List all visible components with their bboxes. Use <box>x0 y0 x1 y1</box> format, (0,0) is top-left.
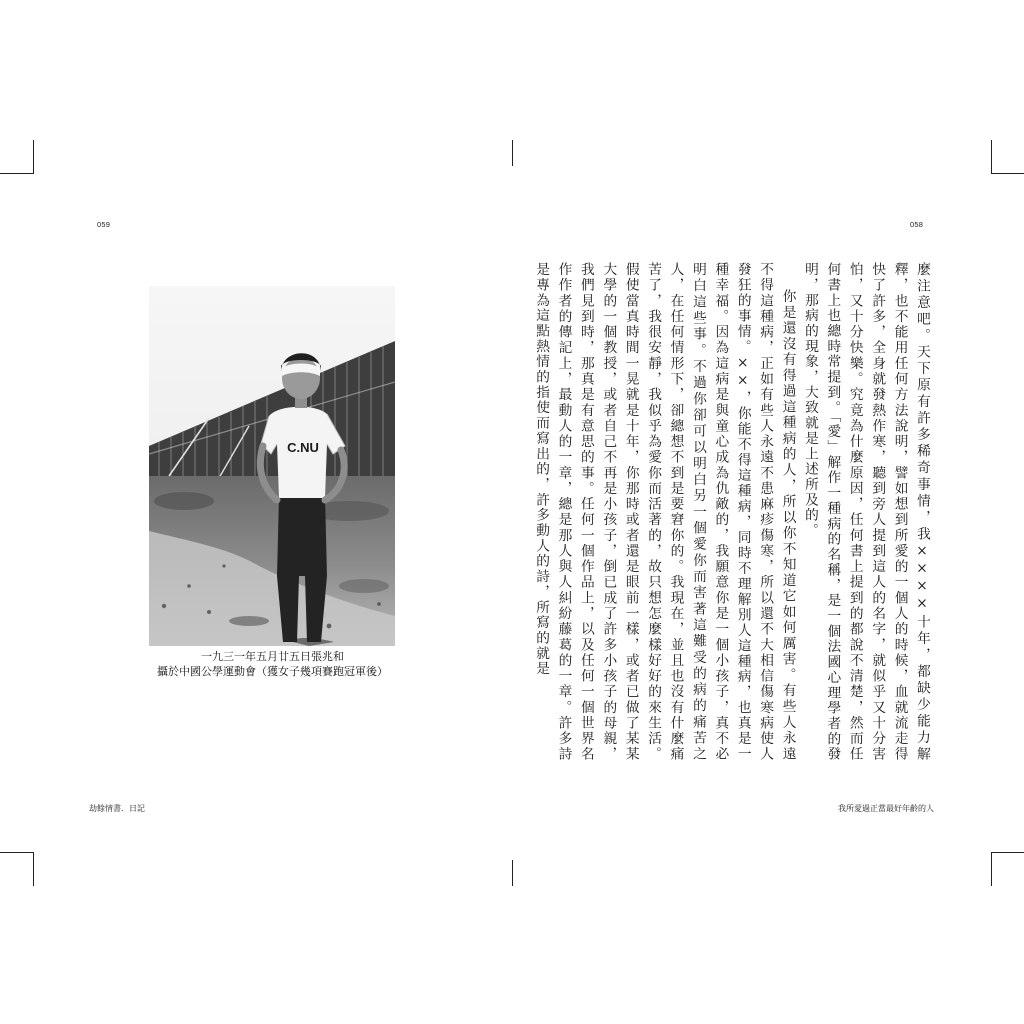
crop-mark-bottom-right-vertical <box>991 852 992 886</box>
gutter-mark-top <box>512 140 513 166</box>
gutter-mark-bottom <box>512 860 513 886</box>
shirt-text: C.NU <box>287 440 319 455</box>
crop-mark-top-right-horizontal <box>991 173 1024 174</box>
footer-left-book-title: 劫餘情書．日記 <box>89 804 145 813</box>
page-number-left: 059 <box>97 220 111 229</box>
crop-mark-bottom-left-vertical <box>33 852 34 886</box>
body-paragraph-1: 麼注意吧。天下原有許多稀奇事情，我××××十年，都缺少能力解釋，也不能用任何方法說明，譬如想到所愛的一個人的時候，血就流走得快了許多，全身就發熱作寒，聽到旁人提到這人的名字，就似乎又十分害怕，又十分快樂。究竟為什麼原因，任何書上提到的都說不清楚，然而任何書上也總時常提到。「愛」解作一種病的名稱，是一個法國心理學者的發明，那病的現象，大致就是上述所及的。 <box>801 262 930 762</box>
page-number-right: 058 <box>910 220 924 229</box>
body-paragraph-2: 你是還沒有得過這種病的人，所以你不知道它如何厲害。有些人永遠不得這種病，正如有些人永遠不患麻疹傷寒，所以還不大相信傷寒病使人發狂的事情。××，你能不得這種病，同時不理解別人這種病，也真是一種幸福。因為這病是與童心成為仇敵的，我願意你是一個小孩子，真不必明白這些事。不過你卻可以明白另一個愛你而害著這難受的病的痛苦之人，在任何情形下，卻總想不到是要窘你的。我現在，並且也沒有什麼痛苦了，我很安靜，我似乎為愛你而活著的，故只想怎麼樣好好的來生活。假使當真時間一晃就是十年，你那時或者還是眼前一樣，或者已做了某某大學的一個教授，或者自己不再是小孩子，倒已成了許多小孩子的母親，我們見到時，那真是有意思的事。任何一個作品上，以及任何一個世界名作作者的傳記上，最動人的一章，總是那人與人糾紛藤葛的一章。許多詩是專為這點熱情的指使而寫出的，許多動人的詩，所寫的就是 <box>533 262 796 762</box>
photo-caption-line-1: 一九三一年五月廿五日張兆和 <box>201 650 344 663</box>
crop-mark-bottom-right-horizontal <box>991 852 1024 853</box>
crop-mark-bottom-left-horizontal <box>0 852 34 853</box>
vertical-body-text <box>533 262 933 762</box>
photo-caption-line-2: 攝於中國公學運動會（獲女子幾項賽跑冠軍後） <box>157 665 388 678</box>
crop-mark-top-left-horizontal <box>0 173 34 174</box>
footer-right-chapter-title: 我所愛過正當最好年齡的人 <box>838 804 934 813</box>
crop-mark-top-right-vertical <box>991 140 992 174</box>
crop-mark-top-left-vertical <box>33 140 34 174</box>
historical-photo <box>149 286 395 646</box>
